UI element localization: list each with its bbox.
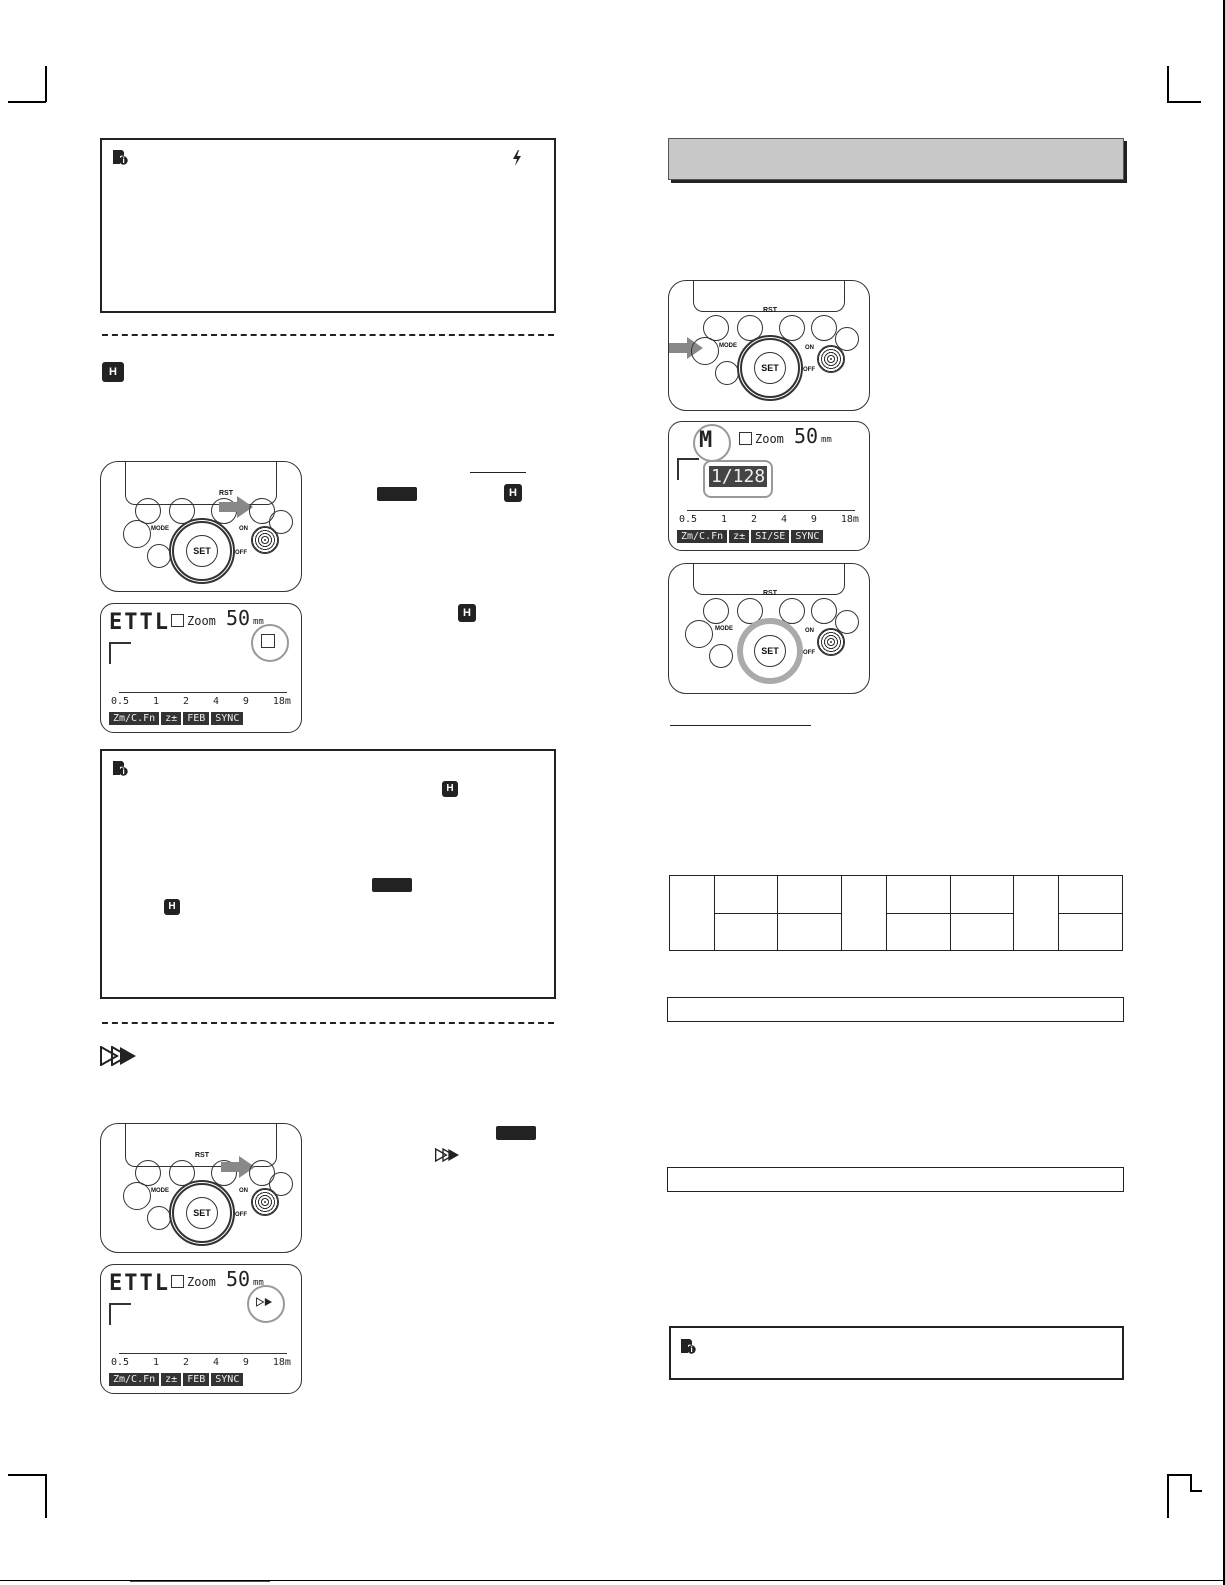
note-info-icon [112,149,128,165]
table-cell [778,876,842,914]
button-label-box [377,487,417,501]
table-cell [1014,876,1059,951]
subsection-heading-box [667,1167,1124,1192]
power-switch[interactable] [251,1188,279,1216]
underline [670,725,811,726]
lcd-mode: M [699,428,715,453]
power-switch[interactable] [251,526,279,554]
mode-label: MODE [715,626,733,632]
flash-control-panel-illustration [100,1123,302,1253]
off-label: OFF [803,367,815,373]
crop-mark [1167,101,1201,103]
high-speed-sync-icon: H [102,362,124,382]
bounce-flash-icon [677,458,699,480]
lcd-display-ettl [100,603,302,733]
distance-scale-line [119,692,287,693]
lcd-zoom-unit: mm [821,435,832,445]
bounce-flash-icon [109,1303,131,1325]
power-switch[interactable] [817,345,845,373]
lcd-menu-bar [109,712,243,725]
lcd-zoom-label: Zoom [755,432,784,446]
crop-mark [1167,1474,1169,1518]
menu-item-zm[interactable]: Zm/C.Fn [109,1373,159,1386]
lcd-zoom-label: Zoom [187,1275,216,1289]
lcd-display-ettl [100,1264,302,1394]
menu-item-fec[interactable]: z± [729,530,749,543]
mode-button[interactable] [691,337,719,365]
subsection-heading-box [667,997,1124,1022]
flash-button[interactable] [147,1206,171,1230]
table-cell [950,913,1014,951]
crop-mark [45,1474,47,1518]
lcd-zoom-label: Zoom [187,614,216,628]
flash-control-panel-illustration [100,461,302,592]
menu-item-fec[interactable]: z± [161,712,181,725]
button[interactable] [703,598,729,624]
table-cell [1059,913,1123,951]
note-info-icon [680,1338,696,1354]
mode-label: MODE [719,343,737,349]
underline [470,472,526,473]
table-cell [714,913,778,951]
crop-mark [8,1474,46,1476]
lcd-zoom-value: 50 [226,1267,251,1291]
button[interactable] [811,315,837,341]
high-speed-sync-icon: H [164,899,180,915]
lcd-zoom-unit: mm [253,1278,264,1288]
press-arrow-icon [219,496,253,518]
second-curtain-sync-icon [100,1046,136,1066]
table-cell [1059,876,1123,914]
rst-label: RST [195,1152,209,1159]
note-box-2 [100,749,556,999]
menu-item-zm[interactable]: Zm/C.Fn [109,712,159,725]
distance-scale: 0.5 1 2 4 9 18m [111,696,291,707]
bottom-link-underline [130,1581,270,1582]
lcd-mode: ETTL [109,610,170,635]
set-button[interactable]: SET [754,352,786,384]
button-label-box [496,1126,536,1140]
page-vertical-edge [1223,0,1225,1585]
off-label: OFF [235,550,247,556]
crop-mark [1167,1474,1191,1476]
off-label: OFF [235,1212,247,1218]
button-label-box [372,878,412,892]
lcd-menu-bar [677,530,823,543]
flash-power-value: 1/128 [711,466,766,487]
mode-button[interactable] [685,620,713,648]
distance-scale-line [119,1353,287,1354]
rst-label: RST [763,307,777,314]
lcd-menu-bar [109,1373,243,1386]
lcd-zoom-unit: mm [253,617,264,627]
set-button[interactable]: SET [186,535,218,567]
set-button[interactable]: SET [754,635,786,667]
menu-item-zm[interactable]: Zm/C.Fn [677,530,727,543]
manual-zoom-icon [171,614,184,627]
menu-item-sync[interactable]: SYNC [211,1373,243,1386]
second-curtain-sync-icon [256,1295,272,1309]
high-speed-sync-icon: H [442,781,458,797]
table-cell [778,913,842,951]
mode-button[interactable] [123,520,151,548]
table-cell [950,876,1014,914]
menu-item-feb[interactable]: FEB [183,1373,209,1386]
note-box-3 [669,1326,1124,1380]
distance-scale: 0.5 1 2 4 9 18m [111,1357,291,1368]
flash-button[interactable] [147,544,171,568]
flash-power-table [669,875,1123,951]
set-button[interactable]: SET [186,1197,218,1229]
section-divider [102,1022,554,1024]
table-cell [842,876,887,951]
note-box-1 [100,138,556,313]
table-cell [670,876,715,951]
bounce-flash-icon [109,642,131,664]
mode-label: MODE [151,526,169,532]
lcd-mode: ETTL [109,1271,170,1296]
lcd-zoom-value: 50 [226,606,251,630]
on-label: ON [805,628,814,634]
flash-bolt-icon [512,150,522,166]
manual-zoom-icon [739,432,752,445]
mode-label: MODE [151,1188,169,1194]
menu-item-fec[interactable]: z± [161,1373,181,1386]
manual-zoom-icon [171,1275,184,1288]
flash-control-panel-illustration [668,280,870,411]
rst-label: RST [219,490,233,497]
table-cell [886,913,950,951]
lcd-zoom-value: 50 [794,424,819,448]
power-switch[interactable] [817,628,845,656]
flash-button[interactable] [715,361,739,385]
button[interactable] [811,598,837,624]
on-label: ON [239,526,248,532]
distance-scale: 0.5 1 2 4 9 18m [679,514,859,525]
rst-label: RST [763,590,777,597]
crop-mark [1190,1490,1202,1492]
menu-item-sise[interactable]: SI/SE [751,530,789,543]
flash-control-panel-illustration [668,563,870,694]
off-label: OFF [803,650,815,656]
crop-mark [45,66,47,102]
flash-button[interactable] [709,644,733,668]
crop-mark [1167,66,1169,102]
section-header-bar [668,138,1124,180]
second-curtain-sync-icon [435,1148,459,1162]
menu-item-sync[interactable]: SYNC [791,530,823,543]
table-row [670,876,1123,914]
table-cell [886,876,950,914]
mode-button[interactable] [123,1182,151,1210]
high-speed-sync-icon: H [504,484,522,502]
distance-scale-line [687,510,855,511]
menu-item-sync[interactable]: SYNC [211,712,243,725]
on-label: ON [239,1188,248,1194]
high-speed-sync-icon: H [458,604,476,622]
on-label: ON [805,345,814,351]
note-info-icon [112,760,128,776]
table-cell [714,876,778,914]
section-divider [102,334,554,336]
high-speed-sync-icon [261,634,275,648]
menu-item-feb[interactable]: FEB [183,712,209,725]
crop-mark [8,101,46,103]
lcd-display-manual [668,421,870,551]
